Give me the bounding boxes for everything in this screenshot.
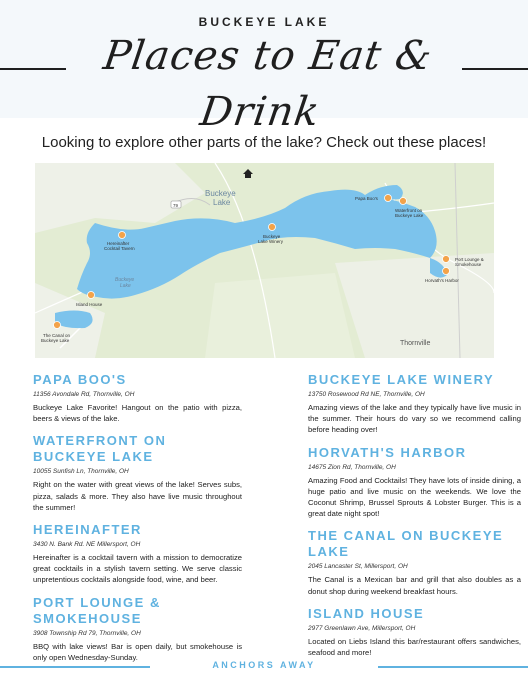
map-canvas — [35, 163, 494, 358]
place-name: PORT LOUNGE & SMOKEHOUSE — [33, 594, 161, 626]
map-marker-label-2: Cocktail Tavern — [104, 246, 135, 251]
place-description: Hereinafter is a cocktail tavern with a mission to democratize great cocktails in a stylish tavern setting. We serve classic unpretentious cocktails alongside food, wine, and beer. — [33, 553, 242, 585]
restaurant-pin-icon — [88, 292, 95, 299]
place-entry-hereinafter — [33, 522, 242, 586]
place-entry-papa-boos — [33, 372, 242, 424]
map-marker-label-2: Buckeye Lake — [41, 338, 70, 343]
place-name: BUCKEYE LAKE WINERY — [308, 372, 495, 387]
place-name: THE CANAL ON BUCKEYE LAKE — [308, 528, 504, 560]
place-description: The Canal is a Mexican bar and grill that also doubles as a donut shop during weekend breakfast hours. — [308, 575, 521, 596]
place-entry-winery — [308, 372, 521, 436]
place-description: Amazing Food and Cocktails! They have lots of inside dining, a huge patio and live music on the weekends. We love the Coconut Shrimp, Brussel Sprouts & Lobster Burger. This is a great date night spot! — [308, 475, 521, 519]
place-name: HEREINAFTER — [33, 522, 142, 538]
place-entry-island-house — [308, 606, 521, 658]
route-label: 79 — [173, 203, 179, 208]
restaurant-pin-icon — [119, 232, 126, 239]
place-address: 3908 Township Rd 79, Thornville, OH — [33, 629, 141, 637]
place-entry-waterfront — [33, 433, 242, 513]
map-marker-label: Island House — [76, 302, 103, 307]
place-name: WATERFRONT ON BUCKEYE LAKE — [33, 433, 167, 465]
page-header — [0, 0, 528, 135]
place-entry-horvaths-harbor — [308, 445, 521, 520]
place-address: 13750 Rosewood Rd NE, Thornville, OH — [308, 391, 425, 398]
map-marker-label: Port Lounge & — [455, 257, 484, 262]
map-water-label-1: Buckeye — [205, 189, 236, 198]
map-marker-label: The Canal on — [43, 333, 71, 338]
place-entry-the-canal — [308, 528, 521, 596]
map-town-label: Thornville — [400, 340, 431, 347]
left-column — [33, 372, 242, 672]
place-address: 11356 Avondale Rd, Thornville, OH — [33, 391, 135, 398]
restaurant-pin-icon — [269, 224, 276, 231]
map-marker-label-2: Lake Winery — [258, 239, 284, 244]
lake-map[interactable] — [35, 163, 494, 358]
place-address: 14675 Zion Rd, Thornville, OH — [308, 463, 396, 471]
intro-text: Looking to explore other parts of the lake? Check out these places! — [41, 134, 487, 151]
place-entry-port-lounge — [33, 595, 242, 663]
place-address: 2977 Greenlawn Ave, Millersport, OH — [308, 624, 416, 632]
map-marker-papa-boos[interactable] — [355, 195, 392, 202]
header-rule-right — [462, 68, 528, 70]
header-rule-left — [0, 68, 66, 70]
place-description: Right on the water with great views of the lake! Serves subs, pizza, salads & more. They also have live music throughout the summer! — [33, 480, 242, 512]
place-name: PAPA BOO'S — [33, 372, 127, 387]
place-name: HORVATH'S HARBOR — [308, 444, 467, 460]
place-address: 10055 Sunfish Ln, Thornville, OH — [33, 468, 129, 476]
map-marker-label: Papa Boo's — [355, 196, 378, 201]
restaurant-pin-icon — [385, 195, 392, 202]
header-kicker: BUCKEYE LAKE — [198, 15, 330, 29]
map-marker-label-2: Buckeye Lake — [395, 213, 424, 218]
place-description: Buckeye Lake Favorite! Hangout on the patio with pizza, beers & views of the lake. — [33, 403, 242, 424]
place-address: 3430 N. Bank Rd. NE Millersport, OH — [33, 541, 141, 549]
page-title: Places to Eat & Drink — [100, 33, 436, 135]
restaurant-pin-icon — [400, 198, 407, 205]
map-water-label-2: Lake — [213, 198, 231, 207]
right-column — [308, 372, 521, 667]
place-address: 2045 Lancaster St, Millersport, OH — [308, 563, 408, 571]
restaurant-pin-icon — [54, 322, 61, 329]
map-marker-label: Waterfront on — [395, 208, 423, 213]
place-description: Amazing views of the lake and they typically have live music in the summer. Their hours do vary so we recommend calling before heading over! — [308, 403, 521, 435]
map-marker-label: Horvath's Harbor — [425, 278, 459, 283]
map-lake-label-2: Lake — [120, 283, 131, 289]
map-marker-label-2: Smokehouse — [455, 262, 482, 267]
restaurant-pin-icon — [443, 256, 450, 263]
map-marker-label: Hereinafter — [107, 241, 130, 246]
footer-rule-right — [378, 666, 528, 668]
map-marker-label: Buckeye — [263, 234, 281, 239]
restaurant-pin-icon — [443, 268, 450, 275]
place-description: BBQ with lake views! Bar is open daily, but smokehouse is only open Wednesday-Sunday. — [33, 641, 242, 662]
map-lake-label-1: Buckeye — [115, 277, 135, 283]
place-description: Located on Liebs Island this bar/restaurant offers sandwiches, seafood and more! — [308, 636, 521, 658]
place-name: ISLAND HOUSE — [308, 605, 425, 621]
footer-text: ANCHORS AWAY — [212, 660, 316, 670]
page-footer — [0, 660, 528, 674]
